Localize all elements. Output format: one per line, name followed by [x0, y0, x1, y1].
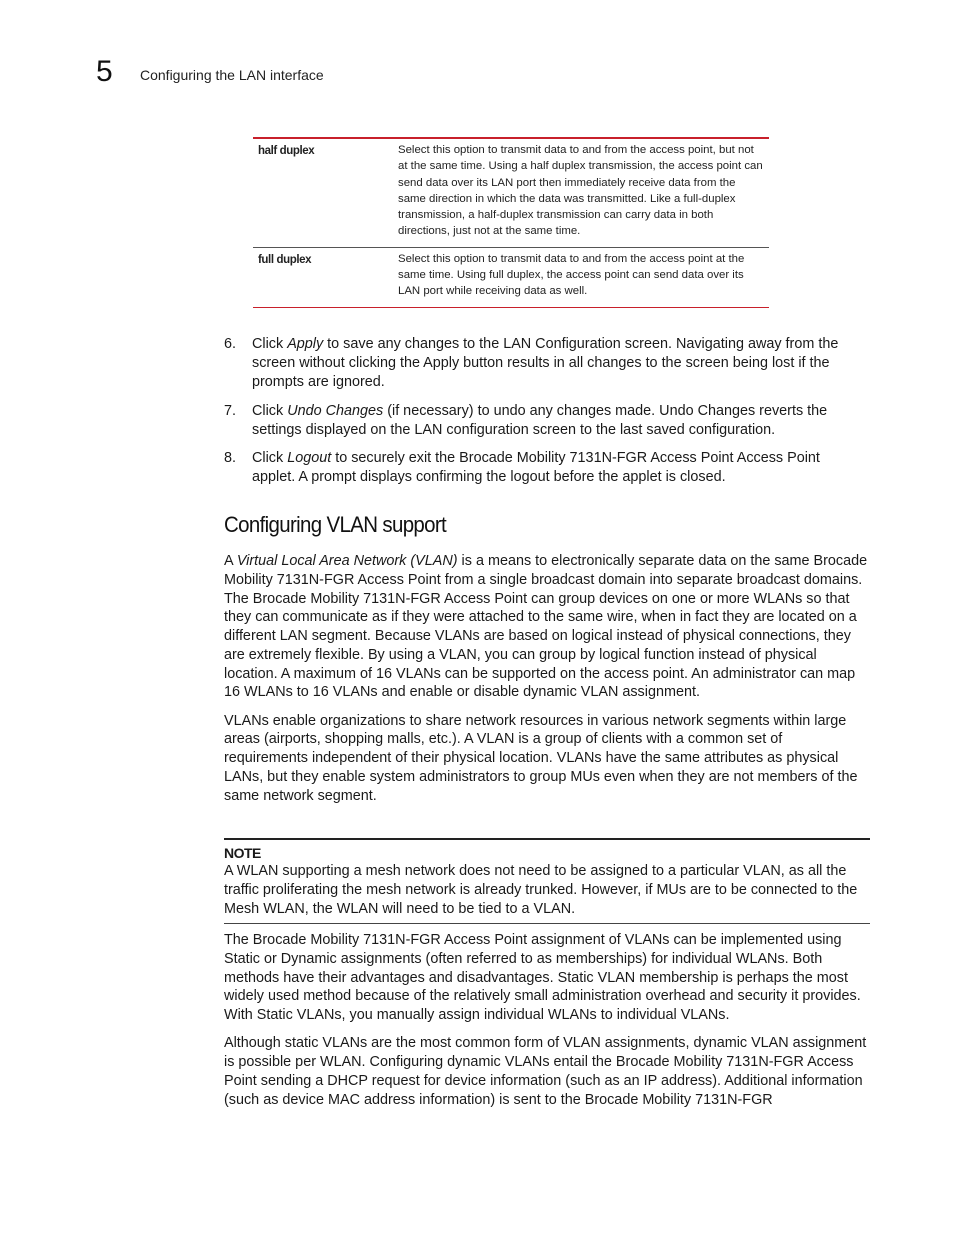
- table-term: full duplex: [258, 253, 312, 266]
- section-body-upper: [224, 552, 870, 815]
- step-text: Click Undo Changes (if necessary) to undo any changes made. Undo Changes reverts the settings displayed on the LAN configuration screen to the last saved configuration.: [252, 402, 828, 438]
- step-number: 8.: [224, 450, 237, 466]
- table-description: Select this option to transmit data to and from the access point, but not at the same time. Using a half duplex transmission, the access point can send data over its LAN port then immediately receive data from the same direction in which the data was transmitted. Like a full-duplex transmission, a half-duplex transmission can carry data in both directions, just not at the same time.: [398, 144, 763, 238]
- body-paragraph: Although static VLANs are the most common form of VLAN assignments, dynamic VLAN assignment is possible per WLAN. Configuring dynamic VLANs entail the Brocade Mobility 7131N-FGR Access Point sending a DHCP request for device information (such as an IP address). Additional information (such as device MAC address information) is sent to the Brocade Mobility 7131N-FGR: [224, 1035, 867, 1108]
- table-row: [253, 139, 769, 247]
- section-heading: Configuring VLAN support: [224, 512, 447, 537]
- chapter-title: Configuring the LAN interface: [140, 67, 324, 83]
- table-row: [253, 247, 769, 307]
- ui-term: Apply: [287, 336, 324, 352]
- note-box: [224, 838, 870, 924]
- defined-term: Virtual Local Area Network (VLAN): [236, 553, 458, 569]
- step-number: 7.: [224, 402, 237, 419]
- body-paragraph: The Brocade Mobility 7131N-FGR Access Point assignment of VLANs can be implemented using Static or Dynamic assignments (often referred to as memberships) for individual WLANs. Both methods have their advantages and disadvantages. Static VLAN membership is perhaps the most widely used method because of the relatively small administration overhead and security it provides. With Static VLANs, you manually assign individual WLANs to individual VLANs.: [224, 932, 861, 1023]
- step-item: [224, 402, 864, 440]
- chapter-number: 5: [96, 55, 113, 88]
- step-text: Click Logout to securely exit the Brocade Mobility 7131N-FGR Access Point Access Point applet. A prompt displays confirming the logout before the applet is closed.: [252, 450, 820, 485]
- step-text: Click Apply to save any changes to the LAN Configuration screen. Navigating away from the screen without clicking the Apply button results in all changes to the screen being lost if the prompts are ignored.: [252, 336, 839, 390]
- step-number: 6.: [224, 336, 237, 352]
- ui-term: Undo Changes: [287, 402, 384, 419]
- table-term: half duplex: [258, 145, 315, 157]
- duplex-options-table: [253, 137, 769, 308]
- body-paragraph: VLANs enable organizations to share network resources in various network segments within large areas (airports, shopping malls, etc.). A VLAN is a group of clients with a common set of requirements independent of their physical location. VLANs have the same attributes as physical LANs, but they enable system administrators to group MUs even when they are not members of the same network segment.: [224, 712, 858, 804]
- note-text: A WLAN supporting a mesh network does not need to be assigned to a particular VLAN, as all the traffic proliferating the mesh network is already trunked. However, if MUs are to be connected to the Mesh WLAN, the WLAN will need to be tied to a VLAN.: [224, 863, 858, 917]
- section-body-lower: [224, 931, 870, 1119]
- note-label: NOTE: [224, 845, 261, 861]
- intro-paragraph: A Virtual Local Area Network (VLAN) is a means to electronically separate data on the same Brocade Mobility 7131N-FGR Access Point from a single broadcast domain into separate broadcast domains. The Brocade Mobility 7131N-FGR Access Point can group devices on one or more WLANs so that they can communicate as if they were attached to the same wire, when in fact they are located on a different LAN segment. Because VLANs are based on logical instead of physical connections, they are extremely flexible. By using a VLAN, you can group by logical function instead of physical location. A maximum of 16 VLANs can be supported on the access point. An administrator can map 16 WLANs to 16 VLANs and enable or disable dynamic VLAN assignment.: [224, 553, 868, 701]
- step-item: [224, 449, 864, 487]
- ui-term: Logout: [287, 450, 332, 466]
- step-item: [224, 335, 864, 392]
- procedure-steps: [224, 335, 864, 497]
- table-description: Select this option to transmit data to and from the access point at the same time. Using full duplex, the access point can send data over its LAN port while receiving data as well.: [398, 252, 745, 298]
